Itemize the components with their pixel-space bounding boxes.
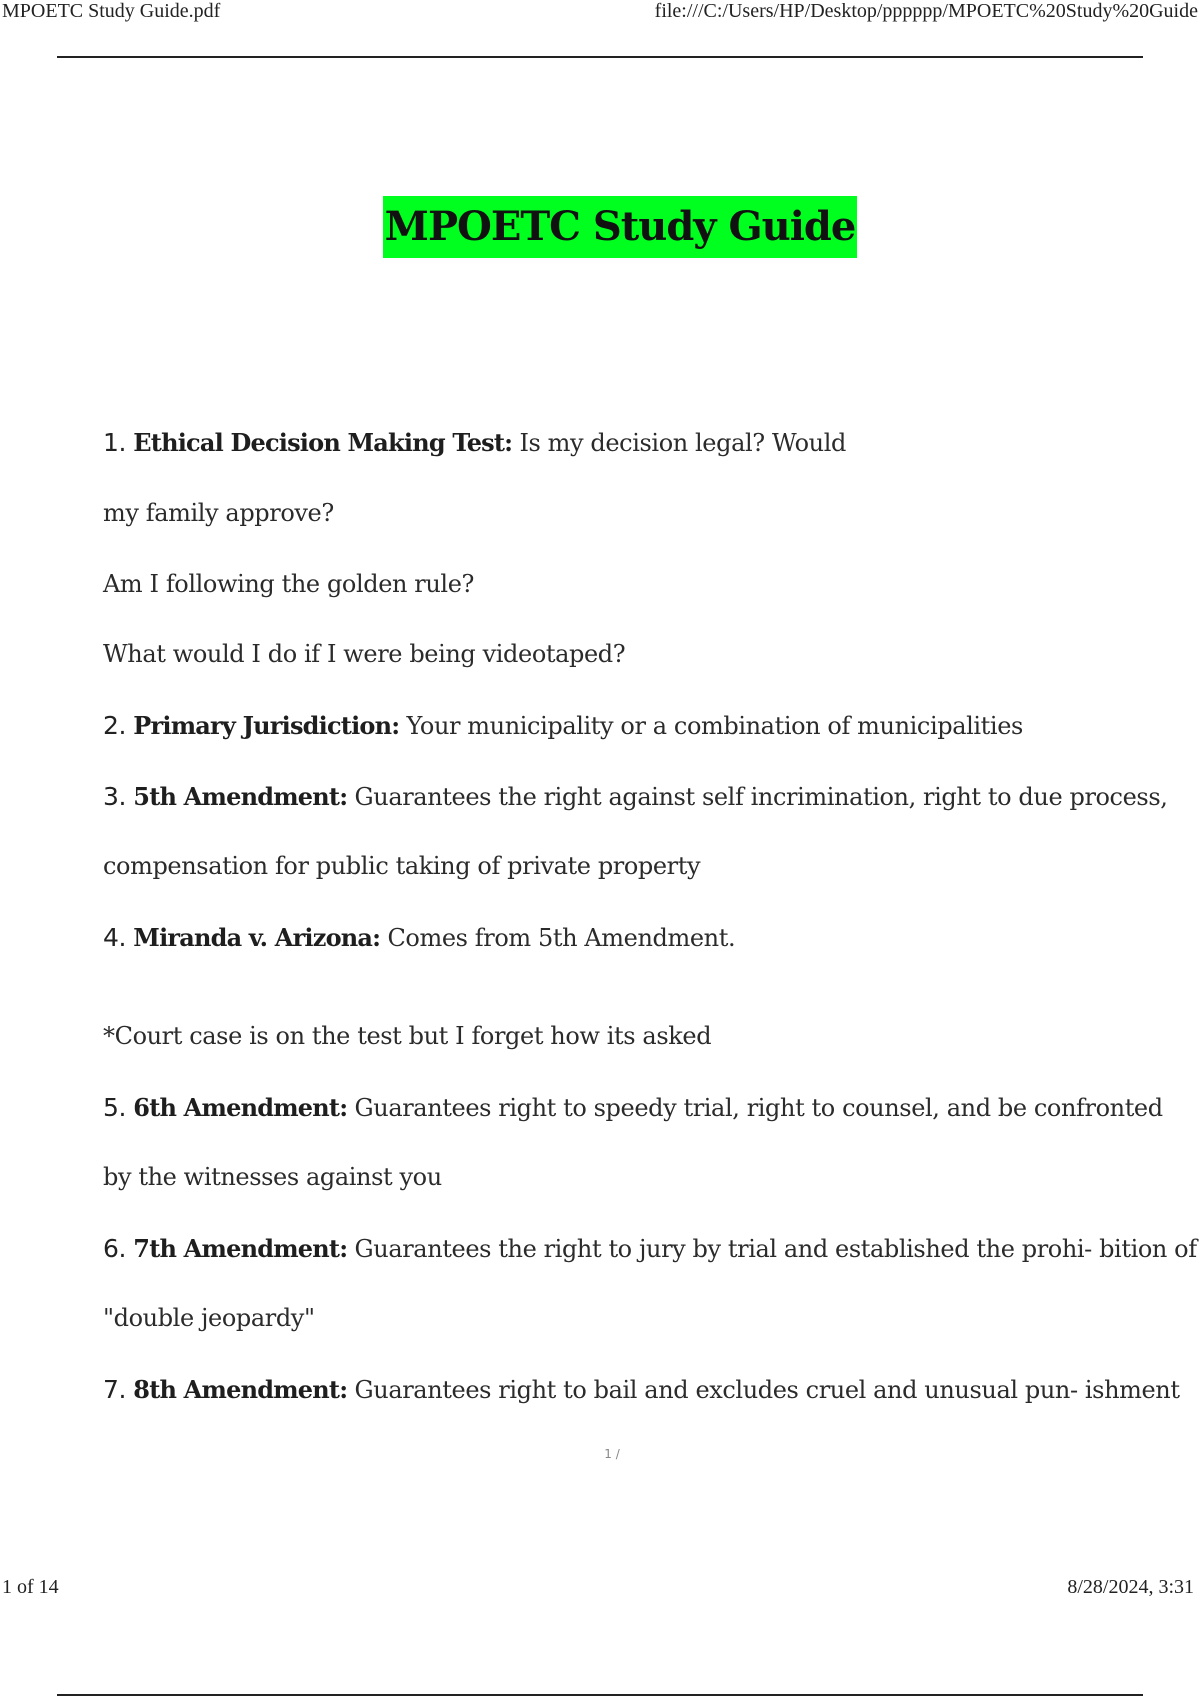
item-number: 7.	[103, 1375, 127, 1404]
item-term: Primary Jurisdiction:	[133, 711, 400, 740]
item-number: 6.	[103, 1234, 127, 1263]
item-3-continuation: compensation for public taking of private property	[103, 852, 701, 880]
item-text: Comes from 5th Amendment.	[380, 924, 736, 952]
item-term: Ethical Decision Making Test:	[133, 428, 513, 457]
list-item-2	[103, 711, 1023, 740]
bottom-divider	[57, 1694, 1143, 1696]
item-term: Miranda v. Arizona:	[133, 923, 381, 952]
item-text: Guarantees the right to jury by trial and established the prohi- bition of	[347, 1235, 1197, 1263]
item-text: Guarantees the right against self incrimination, right to due process,	[347, 783, 1168, 811]
item-1-continuation-c: What would I do if I were being videotaped?	[103, 640, 626, 668]
item-4-note: *Court case is on the test but I forget how its asked	[103, 1022, 712, 1050]
item-1-continuation-a: my family approve?	[103, 499, 334, 527]
item-text: Is my decision legal? Would	[512, 429, 846, 457]
item-text: Guarantees right to bail and excludes cruel and unusual pun- ishment	[347, 1376, 1180, 1404]
inner-page-number: 1 /	[604, 1447, 620, 1461]
list-item-3	[103, 782, 1167, 811]
item-text: Your municipality or a combination of municipalities	[399, 712, 1023, 740]
list-item-1	[103, 428, 846, 457]
page-count: 1 of 14	[2, 1576, 59, 1598]
item-term: 6th Amendment:	[133, 1093, 348, 1122]
print-timestamp: 8/28/2024, 3:31	[1067, 1576, 1194, 1598]
list-item-6	[103, 1234, 1197, 1263]
item-1-continuation-b: Am I following the golden rule?	[103, 570, 474, 598]
file-path: file:///C:/Users/HP/Desktop/pppppp/MPOETC%20Study%20Guide	[654, 0, 1198, 22]
item-number: 4.	[103, 923, 127, 952]
item-number: 2.	[103, 711, 127, 740]
title-container	[0, 196, 1200, 258]
file-name: MPOETC Study Guide.pdf	[2, 0, 221, 22]
top-divider	[57, 56, 1143, 58]
list-item-4	[103, 923, 735, 952]
item-term: 7th Amendment:	[133, 1234, 348, 1263]
item-number: 5.	[103, 1093, 127, 1122]
item-term: 5th Amendment:	[133, 782, 348, 811]
item-number: 1.	[103, 428, 127, 457]
list-item-7	[103, 1375, 1180, 1404]
list-item-5	[103, 1093, 1163, 1122]
item-6-continuation: "double jeopardy"	[103, 1304, 315, 1332]
item-term: 8th Amendment:	[133, 1375, 348, 1404]
page-title: MPOETC Study Guide	[383, 196, 858, 258]
item-5-continuation: by the witnesses against you	[103, 1163, 442, 1191]
item-text: Guarantees right to speedy trial, right to counsel, and be confronted	[347, 1094, 1163, 1122]
item-number: 3.	[103, 782, 127, 811]
